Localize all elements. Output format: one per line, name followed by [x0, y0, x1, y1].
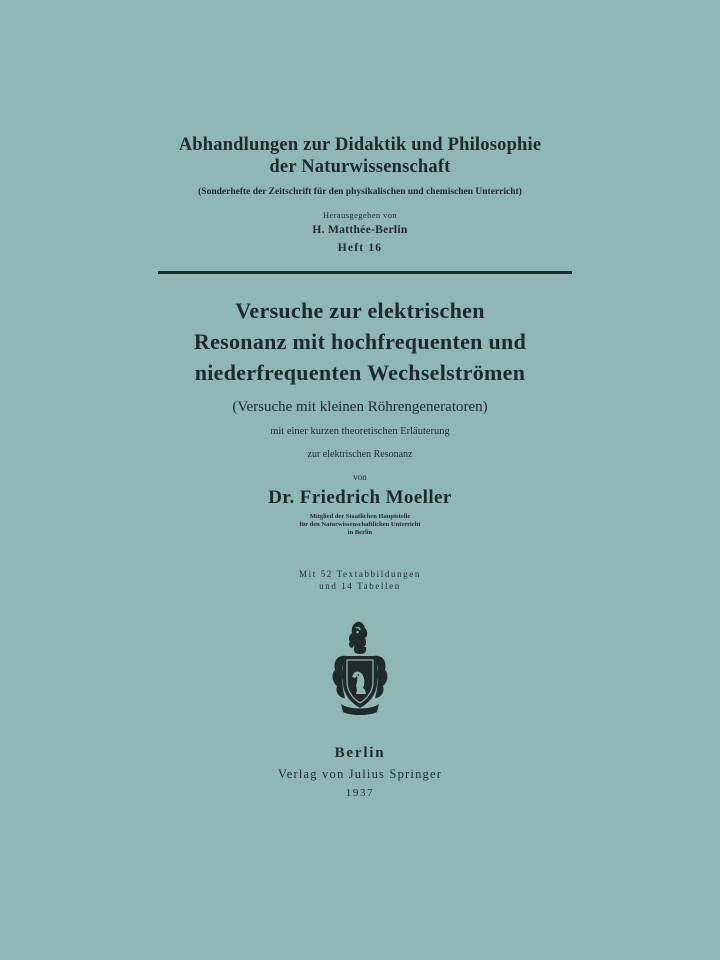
affiliation-line-3: in Berlin	[347, 529, 373, 536]
author-name: Dr. Friedrich Moeller	[268, 487, 452, 508]
publication-year: 1937	[345, 787, 375, 799]
series-title-line-2: der Naturwissenschaft	[269, 157, 451, 177]
book-subtitle-line-2: mit einer kurzen theoretischen Erläuterung	[270, 426, 450, 437]
book-title-line-2: Resonanz mit hochfrequenten und	[193, 329, 527, 354]
publication-place: Berlin	[334, 745, 386, 761]
divider-rule	[158, 271, 572, 274]
affiliation-line-1: Mitglied der Staatlichen Hauptstelle	[309, 513, 411, 520]
book-title	[120, 295, 600, 388]
issue-number: Heft 16	[337, 242, 383, 254]
springer-knight-emblem-icon	[327, 616, 393, 720]
series-title	[120, 134, 600, 178]
by-label: von	[353, 472, 367, 482]
series-title-line-1: Abhandlungen zur Didaktik und Philosophie	[178, 135, 542, 155]
illustration-line-1: Mit 52 Textabbildungen	[299, 569, 421, 579]
illustration-note	[120, 568, 600, 592]
book-subtitle: (Versuche mit kleinen Röhrengeneratoren)	[232, 399, 488, 415]
editor-label: Herausgegeben von	[322, 210, 398, 220]
editor-name: H. Matthée-Berlin	[312, 224, 408, 236]
book-title-line-3: niederfrequenten Wechselströmen	[194, 360, 526, 385]
affiliation-line-2: für den Naturwissenschaftlichen Unterricht	[299, 521, 421, 528]
book-subtitle-line-3: zur elektrischen Resonanz	[307, 449, 413, 460]
book-title-line-1: Versuche zur elektrischen	[235, 298, 485, 323]
publisher-name: Verlag von Julius Springer	[277, 767, 443, 781]
illustration-line-2: und 14 Tabellen	[319, 581, 401, 591]
series-subtitle: (Sonderhefte der Zeitschrift für den physikalischen und chemischen Unterricht)	[198, 187, 522, 197]
author-affiliation	[120, 513, 600, 537]
